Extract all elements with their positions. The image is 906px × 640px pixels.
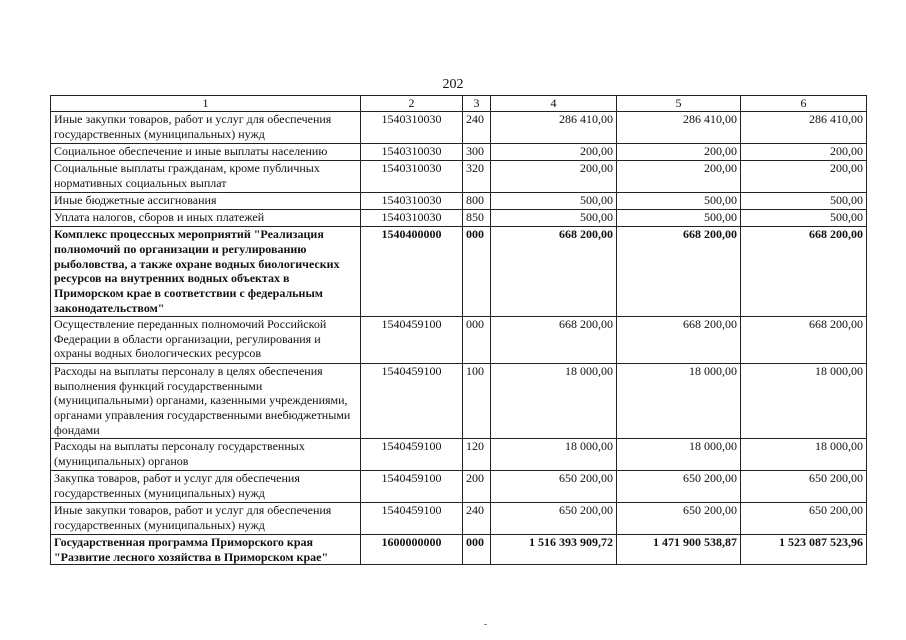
row-name: Комплекс процессных мероприятий "Реализация полномочий по организации и регулированию рыболовства, а также охране водных биологических ресурсов на внутренних водных объектах в Приморском крае в соответствии с федеральным законодательством" <box>51 227 361 317</box>
row-value-col5: 500,00 <box>617 210 741 227</box>
row-type: 100 <box>463 363 491 438</box>
row-code: 1540459100 <box>361 363 463 438</box>
column-header-2: 2 <box>361 96 463 112</box>
row-value-col4: 500,00 <box>491 210 617 227</box>
row-code: 1540400000 <box>361 227 463 317</box>
row-value-col6: 500,00 <box>741 210 867 227</box>
row-type: 240 <box>463 502 491 534</box>
table-row <box>51 227 867 317</box>
row-type: 320 <box>463 161 491 193</box>
row-value-col6: 18 000,00 <box>741 363 867 438</box>
row-code: 1540459100 <box>361 438 463 470</box>
row-type: 000 <box>463 316 491 363</box>
row-name: Социальные выплаты гражданам, кроме публичных нормативных социальных выплат <box>51 161 361 193</box>
row-value-col6: 200,00 <box>741 161 867 193</box>
row-type: 200 <box>463 470 491 502</box>
row-value-col5: 500,00 <box>617 193 741 210</box>
table-row <box>51 144 867 161</box>
row-value-col5: 200,00 <box>617 161 741 193</box>
row-type: 120 <box>463 438 491 470</box>
page-number: 202 <box>442 77 464 92</box>
table-row <box>51 210 867 227</box>
column-header-4: 4 <box>491 96 617 112</box>
row-code: 1540310030 <box>361 210 463 227</box>
row-code: 1540310030 <box>361 112 463 144</box>
row-name: Закупка товаров, работ и услуг для обеспечения государственных (муниципальных) нужд <box>51 470 361 502</box>
row-value-col4: 650 200,00 <box>491 470 617 502</box>
row-code: 1600000000 <box>361 534 463 565</box>
row-value-col6: 500,00 <box>741 193 867 210</box>
row-value-col5: 668 200,00 <box>617 227 741 317</box>
row-value-col6: 650 200,00 <box>741 502 867 534</box>
column-header-3: 3 <box>463 96 491 112</box>
row-value-col5: 18 000,00 <box>617 363 741 438</box>
row-code: 1540310030 <box>361 193 463 210</box>
column-header-6: 6 <box>741 96 867 112</box>
row-type: 800 <box>463 193 491 210</box>
row-value-col4: 668 200,00 <box>491 227 617 317</box>
row-type: 300 <box>463 144 491 161</box>
row-value-col5: 650 200,00 <box>617 502 741 534</box>
row-value-col4: 200,00 <box>491 144 617 161</box>
table-row <box>51 534 867 565</box>
table-row <box>51 161 867 193</box>
row-type: 850 <box>463 210 491 227</box>
row-code: 1540459100 <box>361 316 463 363</box>
column-header-5: 5 <box>617 96 741 112</box>
row-name: Социальное обеспечение и иные выплаты населению <box>51 144 361 161</box>
row-value-col4: 500,00 <box>491 193 617 210</box>
row-value-col5: 200,00 <box>617 144 741 161</box>
row-value-col6: 18 000,00 <box>741 438 867 470</box>
row-value-col5: 1 471 900 538,87 <box>617 534 741 565</box>
table-row <box>51 470 867 502</box>
table-row <box>51 502 867 534</box>
table-row <box>51 438 867 470</box>
table-row <box>51 112 867 144</box>
row-name: Государственная программа Приморского края "Развитие лесного хозяйства в Приморском крае" <box>51 534 361 565</box>
table-row <box>51 193 867 210</box>
row-value-col6: 668 200,00 <box>741 316 867 363</box>
row-value-col4: 18 000,00 <box>491 438 617 470</box>
row-value-col5: 286 410,00 <box>617 112 741 144</box>
row-code: 1540459100 <box>361 470 463 502</box>
header-row <box>51 96 867 112</box>
row-name: Иные закупки товаров, работ и услуг для обеспечения государственных (муниципальных) нужд <box>51 502 361 534</box>
row-name: Уплата налогов, сборов и иных платежей <box>51 210 361 227</box>
row-name: Осуществление переданных полномочий Российской Федерации в области организации, регулирования и охраны водных биологических ресурсов <box>51 316 361 363</box>
row-code: 1540459100 <box>361 502 463 534</box>
row-code: 1540310030 <box>361 144 463 161</box>
row-value-col4: 18 000,00 <box>491 363 617 438</box>
row-value-col4: 286 410,00 <box>491 112 617 144</box>
row-value-col4: 668 200,00 <box>491 316 617 363</box>
table-body <box>51 112 867 565</box>
table-row <box>51 316 867 363</box>
row-value-col5: 668 200,00 <box>617 316 741 363</box>
row-value-col6: 200,00 <box>741 144 867 161</box>
row-value-col6: 668 200,00 <box>741 227 867 317</box>
budget-table <box>50 95 867 565</box>
row-value-col5: 18 000,00 <box>617 438 741 470</box>
row-value-col4: 200,00 <box>491 161 617 193</box>
row-code: 1540310030 <box>361 161 463 193</box>
row-type: 000 <box>463 534 491 565</box>
row-value-col6: 650 200,00 <box>741 470 867 502</box>
row-value-col6: 1 523 087 523,96 <box>741 534 867 565</box>
scan-mark <box>484 624 487 625</box>
row-value-col6: 286 410,00 <box>741 112 867 144</box>
row-name: Расходы на выплаты персоналу государственных (муниципальных) органов <box>51 438 361 470</box>
row-name: Иные закупки товаров, работ и услуг для обеспечения государственных (муниципальных) нужд <box>51 112 361 144</box>
row-name: Расходы на выплаты персоналу в целях обеспечения выполнения функций государственными (муниципальными) органами, казенными учреждениями, органами управления государственными внебюджетными фондами <box>51 363 361 438</box>
row-name: Иные бюджетные ассигнования <box>51 193 361 210</box>
row-value-col4: 1 516 393 909,72 <box>491 534 617 565</box>
column-header-1: 1 <box>51 96 361 112</box>
row-type: 240 <box>463 112 491 144</box>
row-value-col4: 650 200,00 <box>491 502 617 534</box>
row-type: 000 <box>463 227 491 317</box>
table-row <box>51 363 867 438</box>
row-value-col5: 650 200,00 <box>617 470 741 502</box>
